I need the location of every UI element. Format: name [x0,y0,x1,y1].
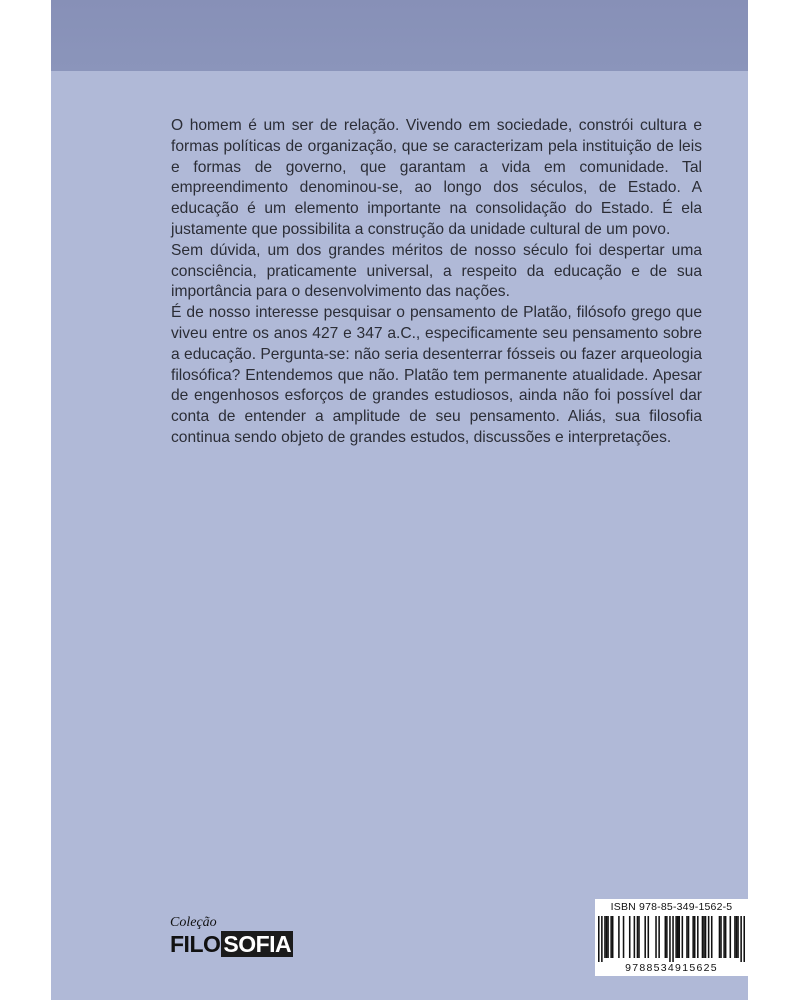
barcode-bar [708,916,710,958]
barcode-bar [677,916,679,958]
barcode-bar [675,916,677,958]
barcode-bar [734,916,736,958]
barcode-bar [678,916,680,958]
barcode-bar [723,916,725,958]
collection-logo-name [170,931,293,957]
barcode-bar [720,916,722,958]
collection-logo-prefix: Coleção [170,915,217,930]
barcode-icon [598,916,745,962]
barcode-bar [702,916,704,958]
barcode-bar [607,916,609,958]
barcode-bar [655,916,657,958]
barcode-bar [610,916,612,958]
collection-logo-name-part2: SOFIA [223,931,292,957]
barcode-bar [618,916,620,958]
blurb-paragraph-3: É de nosso interesse pesquisar o pensamento de Platão, filósofo grego que viveu entre os anos 427 e 347 a.C., especificamente seu pensamento sobre a educação. Pergunta-se: não seria desenterrar fósseis ou fazer arqueologia filosófica? Entendemos que não. Platão tem permanente atualidade. Apesar de engenhosos esforços de grandes estudiosos, ainda não foi possível dar conta de entender a amplitude de seu pensamento. Aliás, sua filosofia continua sendo objeto de grandes estudos, discussões e interpretações. [171,304,702,446]
barcode-bar [692,916,694,958]
top-color-band [51,0,748,71]
barcode-bar [725,916,727,958]
barcode-bar [672,916,674,962]
barcode-bar [637,916,639,958]
collection-logo-name-part1: FILO [170,931,221,957]
barcode-bar [629,916,631,958]
barcode-bar [736,916,738,958]
barcode-bar [705,916,707,958]
isbn-barcode-box [595,899,748,976]
blurb-paragraph-1: O homem é um ser de relação. Vivendo em sociedade, constrói cultura e formas políticas de organização, que se caracterizam pela instituição de leis e formas de governo, que garantam a vida em comunidade. Tal empreendimento denominou-se, ao longo dos séculos, de Estado. A educação é um elemento importante na consolidação do Estado. É ela justamente que possibilita a construção da unidade cultural de um povo. [171,117,702,238]
barcode-bar [598,916,600,962]
barcode-bar [644,916,646,958]
barcode-bar [612,916,614,958]
back-cover-blurb [171,116,702,449]
barcode-bar [604,916,606,958]
barcode-bar [694,916,696,958]
barcode-bar [711,916,713,958]
barcode-bar [703,916,705,958]
barcode-bar [669,916,671,962]
barcode-bar [665,916,667,958]
barcode-bar [666,916,668,958]
back-cover [51,0,748,1000]
barcode-bar [623,916,625,958]
barcode-digits: 9788534915625 [625,962,718,974]
barcode-bar [648,916,650,958]
barcode-bar [634,916,636,958]
barcode-bar [737,916,739,958]
barcode-bar [638,916,640,958]
barcode-bar [658,916,660,958]
barcode-bar [740,916,742,962]
barcode-bar [743,916,745,962]
barcode-bar [686,916,688,958]
barcode-bar [606,916,608,958]
isbn-label: ISBN 978-85-349-1562-5 [610,901,733,913]
barcode-bar [697,916,699,958]
barcode-bar [688,916,690,958]
blurb-paragraph-2: Sem dúvida, um dos grandes méritos de nosso século foi despertar uma consciência, praticamente universal, a respeito da educação e de sua importância para o desenvolvimento das nações. [171,241,702,301]
barcode-bar [719,916,721,958]
collection-logo [170,914,302,958]
barcode-bar [601,916,603,962]
barcode-bar [730,916,732,958]
barcode-bar [682,916,684,958]
